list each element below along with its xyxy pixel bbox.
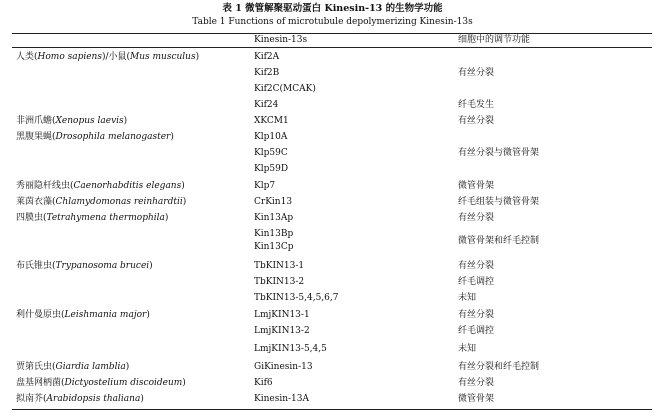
organism-cell: 拟南芥(Arabidopsis thaliana) — [16, 394, 144, 404]
kinesin-cell: Kin13Ap — [254, 213, 294, 223]
function-cell: 未知 — [458, 293, 477, 303]
kinesin-cell: Kif2B — [254, 68, 280, 78]
function-cell: 有丝分裂 — [458, 116, 495, 126]
organism-cell: 人类(Homo sapiens)/小鼠(Mus musculus) — [16, 52, 200, 62]
function-cell: 微管骨架和纤毛控制 — [458, 236, 540, 246]
kinesin-cell: LmjKIN13-5,4,5 — [254, 344, 327, 354]
function-cell: 微管骨架 — [458, 181, 495, 191]
kinesin-cell: XKCM1 — [254, 116, 289, 126]
kinesin-cell: LmjKIN13-1 — [254, 310, 310, 320]
table-caption-chinese: 表 1 微管解聚驱动蛋白 Kinesin-13 的生物学功能 — [222, 3, 443, 14]
function-cell: 有丝分裂 — [458, 261, 495, 271]
kinesin-cell: CrKin13 — [254, 197, 293, 207]
function-cell: 微管骨架 — [458, 394, 495, 404]
organism-cell: 黑腹果蝇(Drosophila melanogaster) — [16, 132, 174, 142]
organism-cell: 非洲爪蟾(Xenopus laevis) — [16, 116, 128, 126]
header-function: 细胞中的调节功能 — [458, 35, 531, 45]
kinesin-cell: Kinesin-13A — [254, 394, 310, 404]
header-rule — [12, 47, 652, 48]
kinesin-cell: Kin13Cp — [254, 242, 294, 252]
kinesin-cell: Kif2C(MCAK) — [254, 84, 316, 94]
organism-cell: 秀丽隐杆线虫(Caenorhabditis elegans) — [16, 181, 185, 191]
kinesin-cell: TbKIN13-5,4,5,6,7 — [254, 293, 339, 303]
kinesin-cell: Kif24 — [254, 100, 279, 110]
kinesin-cell: Kin13Bp — [254, 229, 294, 239]
kinesin-cell: TbKIN13-1 — [254, 261, 305, 271]
kinesin-cell: TbKIN13-2 — [254, 277, 305, 287]
top-rule — [12, 33, 652, 34]
kinesin-cell: Klp59C — [254, 148, 288, 158]
kinesin-cell: Kif2A — [254, 52, 280, 62]
organism-cell: 莱茵衣藻(Chlamydomonas reinhardtii) — [16, 197, 187, 207]
function-cell: 纤毛发生 — [458, 100, 495, 110]
table-caption-english: Table 1 Functions of microtubule depolymerizing Kinesin-13s — [192, 17, 473, 27]
organism-cell: 布氏锥虫(Trypanosoma brucei) — [16, 261, 153, 271]
organism-cell: 四膜虫(Tetrahymena thermophila) — [16, 213, 169, 223]
function-cell: 有丝分裂 — [458, 378, 495, 388]
function-cell: 有丝分裂 — [458, 68, 495, 78]
kinesin-cell: LmjKIN13-2 — [254, 326, 310, 336]
function-cell: 纤毛调控 — [458, 326, 495, 336]
organism-cell: 利什曼原虫(Leishmania major) — [16, 310, 150, 320]
function-cell: 未知 — [458, 344, 477, 354]
bottom-rule — [12, 409, 652, 410]
function-cell: 有丝分裂 — [458, 310, 495, 320]
function-cell: 有丝分裂和纤毛控制 — [458, 362, 540, 372]
function-cell: 有丝分裂 — [458, 213, 495, 223]
kinesin-cell: Kif6 — [254, 378, 273, 388]
function-cell: 有丝分裂与微管骨架 — [458, 148, 540, 158]
function-cell: 纤毛组装与微管骨架 — [458, 197, 540, 207]
organism-cell: 贾第氏虫(Giardia lamblia) — [16, 362, 130, 372]
organism-cell: 盘基网柄菌(Dictyostelium discoideum) — [16, 378, 186, 388]
kinesin-cell: Klp10A — [254, 132, 288, 142]
kinesin-cell: Klp7 — [254, 181, 276, 191]
kinesin-cell: GiKinesin-13 — [254, 362, 313, 372]
kinesin-cell: Klp59D — [254, 164, 289, 174]
function-cell: 纤毛调控 — [458, 277, 495, 287]
header-kinesin13s: Kinesin-13s — [254, 35, 308, 45]
